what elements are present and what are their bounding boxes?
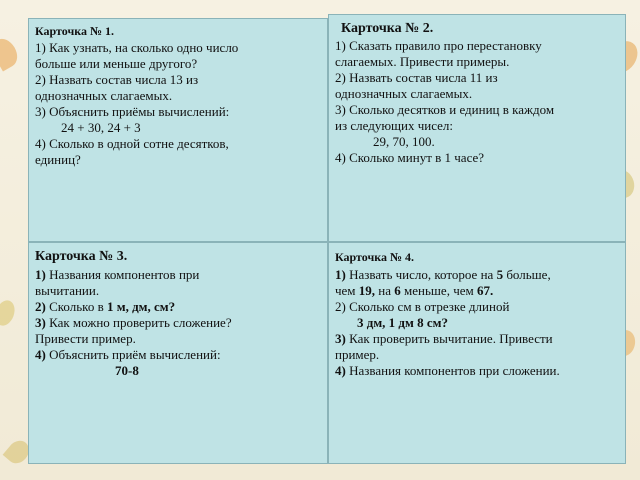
number: 67. bbox=[476, 283, 494, 298]
question-emphasis: 1 м, дм, см? bbox=[106, 299, 176, 314]
card-line: из следующих чисел: bbox=[335, 118, 454, 133]
card-line: больше или меньше другого? bbox=[35, 56, 198, 71]
card-line bbox=[35, 347, 321, 363]
card-line bbox=[35, 299, 321, 315]
question-number: 3) bbox=[35, 315, 46, 330]
question-text: Как проверить вычитание. Привести bbox=[345, 331, 553, 346]
card-line bbox=[335, 283, 619, 299]
card-line bbox=[35, 315, 321, 331]
card-line: 24 + 30, 24 + 3 bbox=[61, 120, 141, 135]
card-line: 4) Сколько в одной сотне десятков, bbox=[35, 136, 229, 151]
card-line: единиц? bbox=[35, 152, 81, 167]
number: 19, bbox=[358, 283, 376, 298]
card-3 bbox=[28, 242, 328, 464]
question-number: 4) bbox=[35, 347, 46, 362]
card-title: Карточка № 2. bbox=[341, 21, 434, 36]
question-text: чем bbox=[335, 283, 359, 298]
leaf-decoration bbox=[0, 35, 22, 72]
question-number: 4) bbox=[335, 363, 346, 378]
card-line: 4) Сколько минут в 1 часе? bbox=[335, 150, 485, 165]
card-1 bbox=[28, 18, 328, 242]
question-text: Объяснить приём вычислений: bbox=[45, 347, 221, 362]
expression: 70-8 bbox=[115, 363, 139, 378]
card-line: 2) Назвать состав числа 13 из bbox=[35, 72, 199, 87]
card-line: 1) Сказать правило про перестановку bbox=[335, 38, 542, 53]
card-title: Карточка № 1. bbox=[35, 24, 115, 38]
question-number: 3) bbox=[335, 331, 346, 346]
question-text: меньше, чем bbox=[400, 283, 477, 298]
question-text: Названия компонентов при bbox=[45, 267, 200, 282]
question-text: Сколько в bbox=[45, 299, 107, 314]
card-4 bbox=[328, 242, 626, 464]
question-text: Назвать число, которое на bbox=[345, 267, 497, 282]
card-line: 1) Как узнать, на сколько одно число bbox=[35, 40, 239, 55]
question-text: Как можно проверить сложение? bbox=[45, 315, 232, 330]
card-title: Карточка № 4. bbox=[335, 250, 415, 264]
card-line: 3 дм, 1 дм 8 см? bbox=[357, 315, 448, 330]
question-text: Названия компонентов при сложении. bbox=[345, 363, 560, 378]
card-line: однозначных слагаемых. bbox=[335, 86, 473, 101]
card-line bbox=[35, 267, 321, 283]
number: 6 bbox=[394, 283, 401, 298]
card-line: 29, 70, 100. bbox=[373, 134, 435, 149]
card-line: 2) Сколько см в отрезке длиной bbox=[335, 299, 510, 314]
question-number: 1) bbox=[335, 267, 346, 282]
card-line: 2) Назвать состав числа 11 из bbox=[335, 70, 498, 85]
leaf-decoration bbox=[0, 298, 18, 329]
question-number: 2) bbox=[35, 299, 46, 314]
card-line bbox=[335, 363, 619, 379]
number: 5 bbox=[496, 267, 504, 282]
card-2 bbox=[328, 14, 626, 242]
question-text: на bbox=[375, 283, 395, 298]
card-line: слагаемых. Привести примеры. bbox=[335, 54, 510, 69]
card-line: пример. bbox=[335, 347, 380, 362]
card-line: Привести пример. bbox=[35, 331, 136, 346]
card-line: вычитании. bbox=[35, 283, 100, 298]
card-line: 3) Объяснить приёмы вычислений: bbox=[35, 104, 230, 119]
card-line: однозначных слагаемых. bbox=[35, 88, 173, 103]
question-text: больше, bbox=[503, 267, 551, 282]
card-line bbox=[335, 267, 619, 283]
card-line bbox=[335, 331, 619, 347]
card-line: 3) Сколько десятков и единиц в каждом bbox=[335, 102, 555, 117]
card-title: Карточка № 3. bbox=[35, 249, 128, 264]
question-number: 1) bbox=[35, 267, 46, 282]
